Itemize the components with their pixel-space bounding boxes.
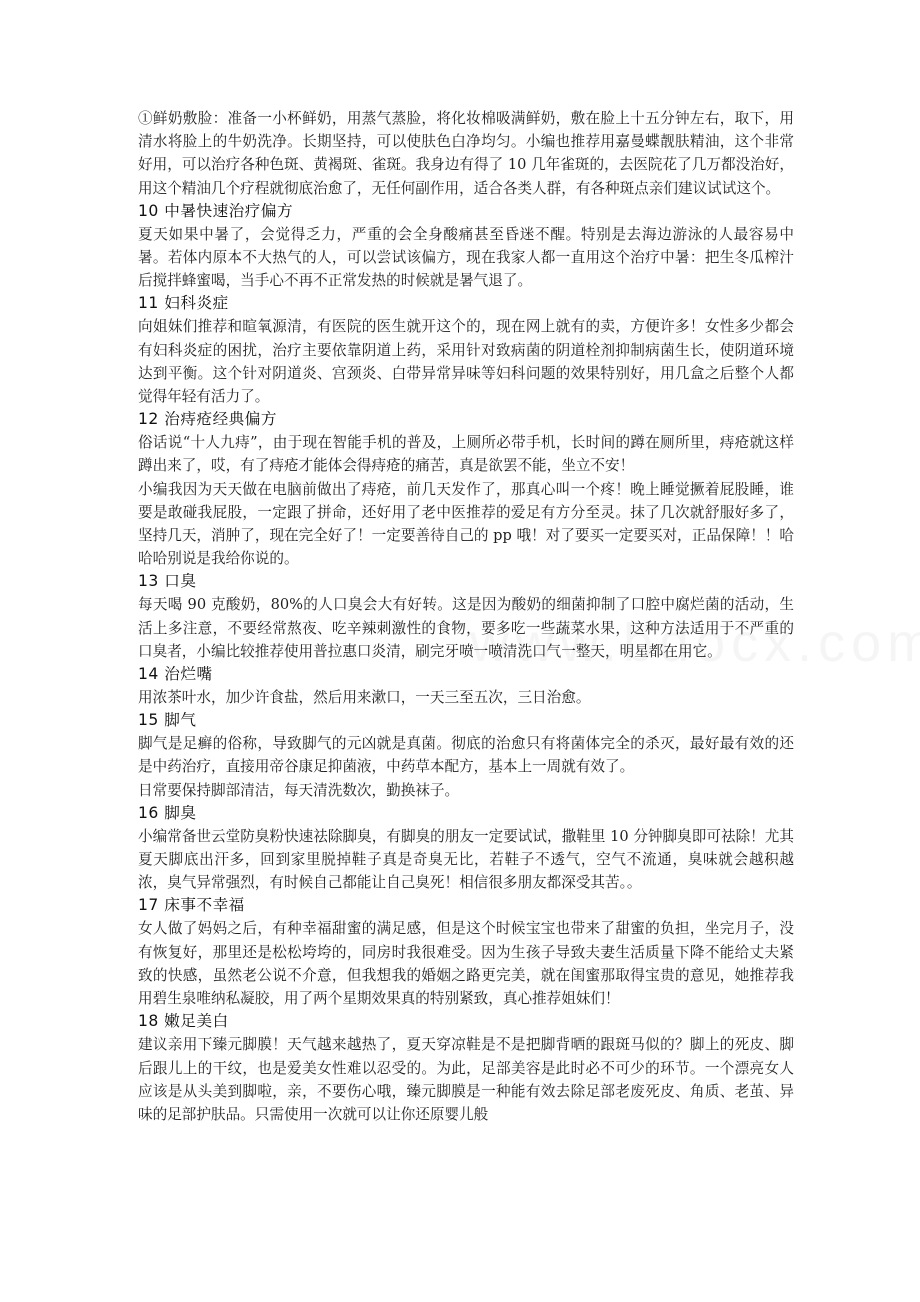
section-paragraph: 每天喝 90 克酸奶，80%的人口臭会大有好转。这是因为酸奶的细菌抑制了口腔中腐烂菌的活动，生活上多注意，不要经常熬夜、吃辛辣刺激性的食物，要多吃一些蔬菜水果，这种方法适用于不严重的口臭者，小编比较推荐使用普拉惠口炎清，刷完牙喷一喷清洗口气一整天，明星都在用它。 xyxy=(138,596,794,660)
section-athletes-foot xyxy=(138,709,794,802)
section-paragraph: 女人做了妈妈之后，有种幸福甜蜜的满足感，但是这个时候宝宝也带来了甜蜜的负担，坐完月子，没有恢复好，那里还是松松垮垮的，同房时我很难受。因为生孩子导致夫妻生活质量下降不能给丈夫紧致的快感，虽然老公说不介意，但我想我的婚姻之路更完美，就在闺蜜那取得宝贵的意见，她推荐我用碧生泉唯纳私凝胶，用了两个星期效果真的特别紧致，真心推荐姐妹们！ xyxy=(138,920,794,1008)
section-intimacy xyxy=(138,894,794,1010)
section-mouth-ulcer xyxy=(138,663,794,709)
section-hemorrhoids xyxy=(138,408,794,570)
intro-paragraph: ①鲜奶敷脸：准备一小杯鲜奶，用蒸气蒸脸，将化妆棉吸满鲜奶，敷在脸上十五分钟左右，取下，用清水将脸上的牛奶洗净。长期坚持，可以使肤色白净均匀。小编也推荐用嘉曼蝶靓肤精油，这个非常好用，可以治疗各种色斑、黄褐斑、雀斑。我身边有得了 10 几年雀斑的，去医院花了几万都没治好，用这个精油几个疗程就彻底治愈了，无任何副作用，适合各类人群，有各种斑点亲们建议试试这个。 xyxy=(138,110,794,197)
section-foot-whitening xyxy=(138,1010,794,1126)
section-heading: 18 嫩足美白 xyxy=(138,1012,229,1031)
section-heading: 13 口臭 xyxy=(138,572,197,591)
section-paragraph: 向姐妹们推荐和暄氧源清，有医院的医生就开这个的，现在网上就有的卖，方便许多！女性多少都会有妇科炎症的困扰，治疗主要依靠阴道上药，采用针对致病菌的阴道栓剂抑制病菌生长，使阴道环境达到平衡。这个针对阴道炎、宫颈炎、白带异常异味等妇科问题的效果特别好，用几盒之后整个人都觉得年轻有活力了。 xyxy=(138,318,794,406)
section-paragraph: 小编我因为天天做在电脑前做出了痔疮，前几天发作了，那真心叫一个疼！晚上睡觉撅着屁股睡，谁要是敢碰我屁股，一定跟了拼命，还好用了老中医推荐的爱足有方分至灵。抹了几次就舒服好多了，坚持几天，消肿了，现在完全好了！一定要善待自己的 pp 哦！对了要买一定要买对，正品保障！！哈哈哈别说是我给你说的。 xyxy=(138,480,794,568)
document-body xyxy=(138,107,794,1126)
section-heading: 17 床事不幸福 xyxy=(138,896,245,915)
section-heading: 14 治烂嘴 xyxy=(138,665,213,684)
section-paragraph: 脚气是足癣的俗称，导致脚气的元凶就是真菌。彻底的治愈只有将菌体完全的杀灭，最好最有效的还是中药治疗，直接用帝谷康足抑菌液，中药草本配方，基本上一周就有效了。 xyxy=(138,735,794,776)
section-heading: 10 中暑快速治疗偏方 xyxy=(138,201,294,220)
section-paragraph: 俗话说“十人九痔”，由于现在智能手机的普及，上厕所必带手机，长时间的蹲在厕所里，痔疮就这样蹲出来了，哎，有了痔疮才能体会得痔疮的痛苦，真是欲罢不能，坐立不安！ xyxy=(138,434,794,475)
section-heading: 15 脚气 xyxy=(138,711,197,730)
section-heading: 11 妇科炎症 xyxy=(138,294,229,313)
section-paragraph: 日常要保持脚部清洁，每天清洗数次，勤换袜子。 xyxy=(138,781,460,799)
section-bad-breath xyxy=(138,570,794,663)
section-heading: 12 治痔疮经典偏方 xyxy=(138,410,277,429)
section-paragraph: 用浓茶叶水，加少许食盐，然后用来漱口，一天三至五次，三日治愈。 xyxy=(138,689,591,707)
section-paragraph: 建议亲用下臻元脚膜！天气越来越热了，夏天穿凉鞋是不是把脚背晒的跟斑马似的？脚上的死皮、脚后跟儿上的干纹，也是爱美女性难以忍受的。为此，足部美容是此时必不可少的环节。一个漂亮女人应该是从头美到脚啦，亲，不要伤心哦，臻元脚膜是一种能有效去除足部老废死皮、角质、老茧、异味的足部护肤品。只需使用一次就可以让你还原婴儿般 xyxy=(138,1036,794,1123)
section-heading: 16 脚臭 xyxy=(138,803,197,822)
section-foot-odor xyxy=(138,802,794,895)
section-gynecological xyxy=(138,292,794,408)
section-paragraph: 小编常备世云堂防臭粉快速祛除脚臭，有脚臭的朋友一定要试试，撒鞋里 10 分钟脚臭即可祛除！尤其夏天脚底出汗多，回到家里脱掉鞋子真是奇臭无比，若鞋子不透气，空气不流通，臭味就会越积越浓，臭气异常强烈，有时候自己都能让自己臭死！相信很多朋友都深受其苦。。 xyxy=(138,827,794,892)
section-heatstroke xyxy=(138,200,794,293)
section-paragraph: 夏天如果中暑了，会觉得乏力，严重的会全身酸痛甚至昏迷不醒。特别是去海边游泳的人最容易中暑。若体内原本不大热气的人，可以尝试该偏方，现在我家人都一直用这个治疗中暑：把生冬瓜榨汁后搅拌蜂蜜喝，当手心不再不正常发热的时候就是暑气退了。 xyxy=(138,225,794,290)
